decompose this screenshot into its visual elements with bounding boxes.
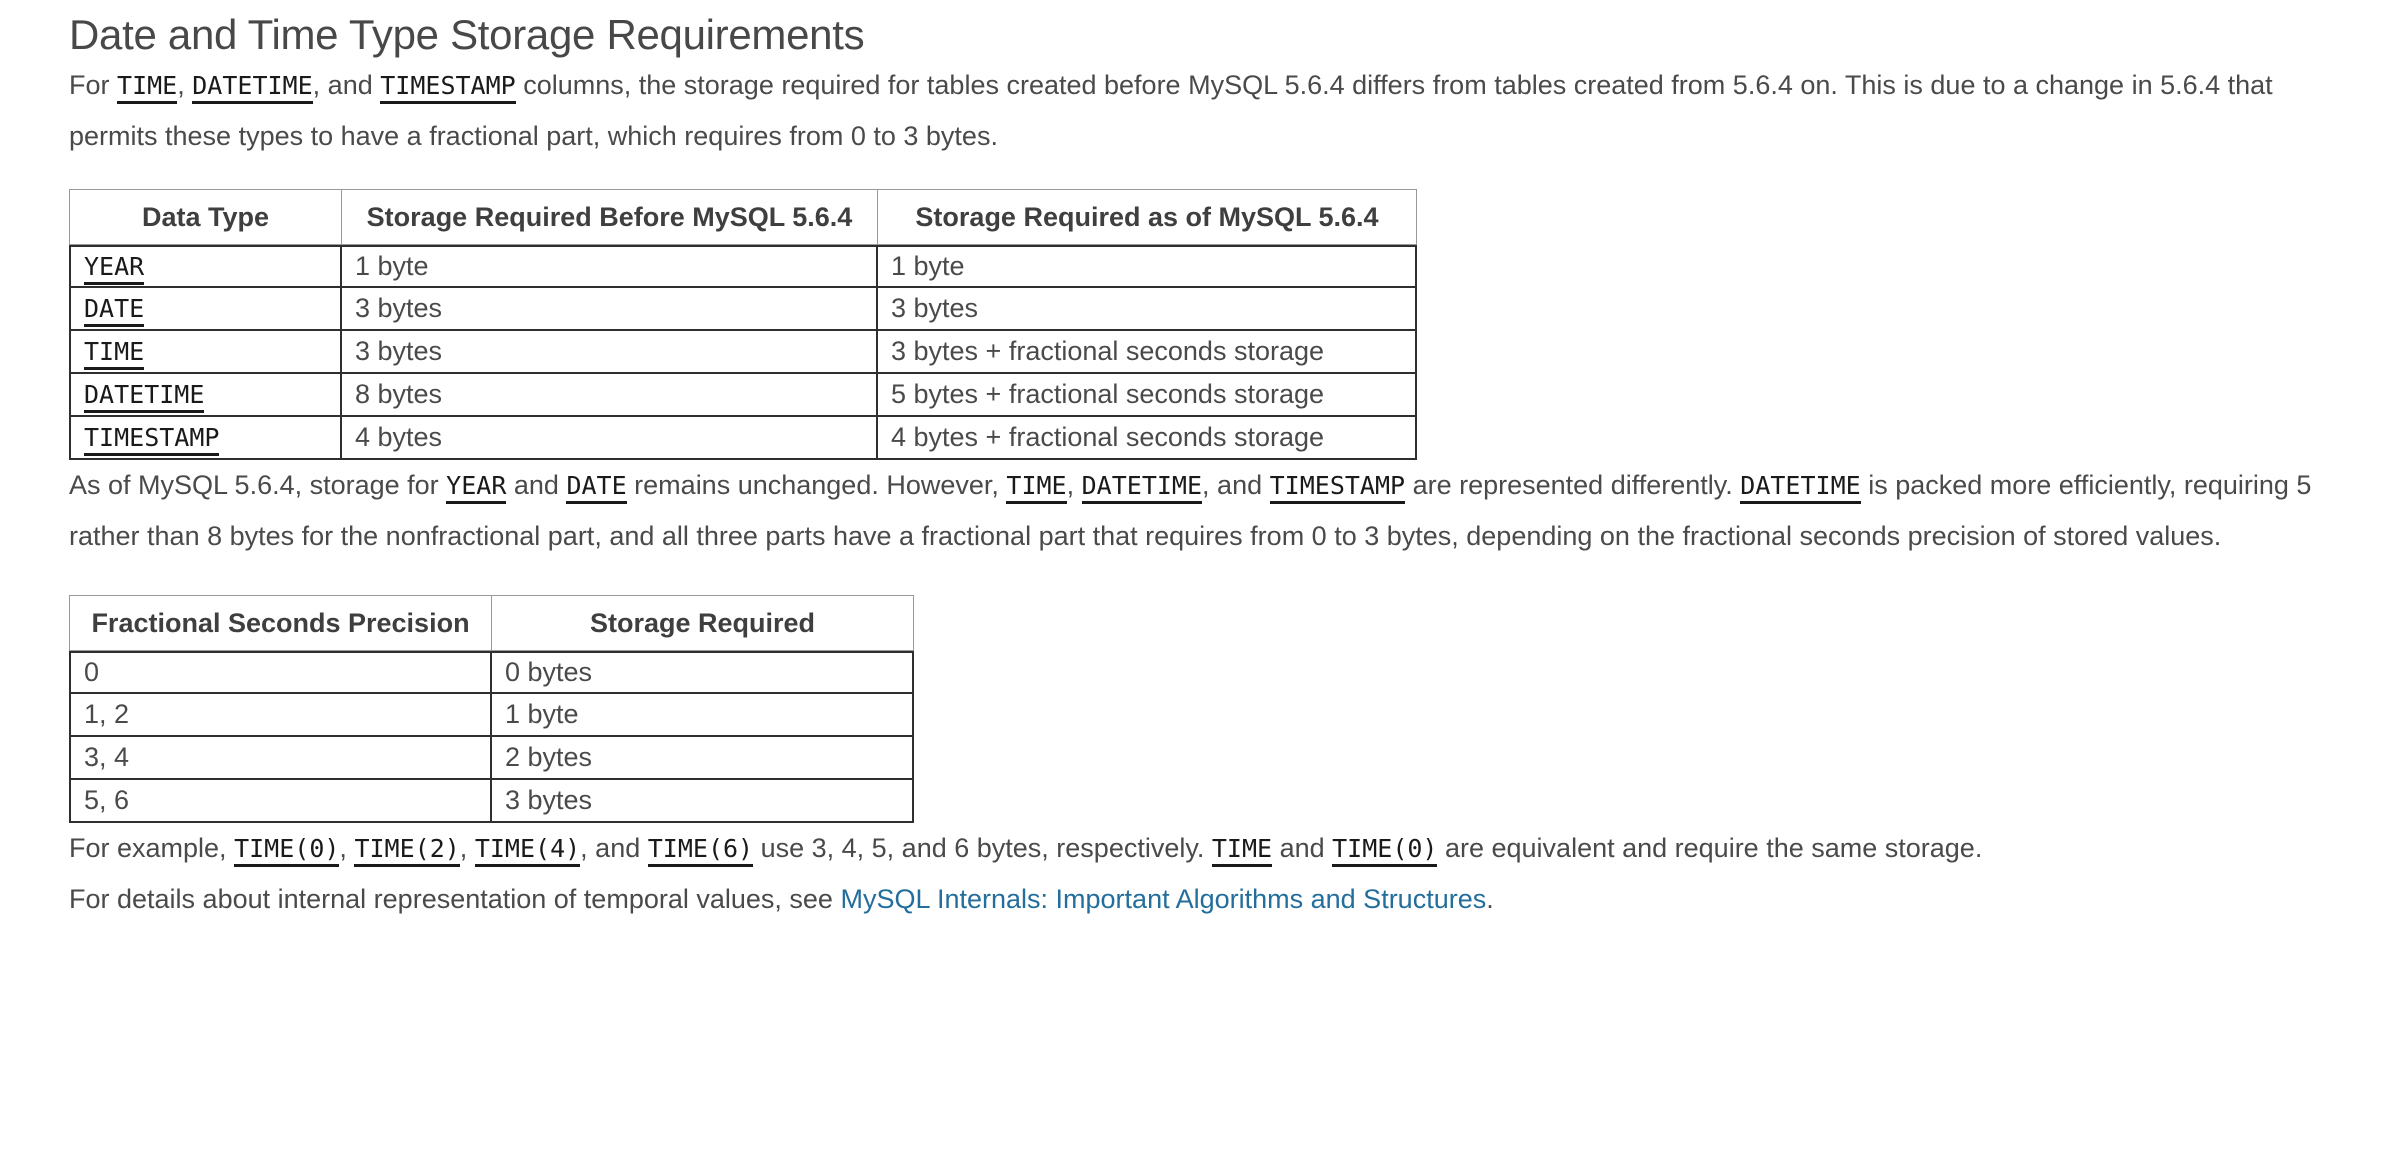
text-run: columns, the storage required for tables created before MySQL 5.6.4 differs from tables created from 5.6.4 on. This is due to a change in 5.6.4 that permits these types to have a fractional part, which requires from 0 to 3 bytes.	[69, 70, 2273, 151]
table-row	[69, 694, 914, 737]
text-run: 0	[84, 657, 100, 687]
text-run: 3 bytes + fractional seconds storage	[891, 336, 1325, 366]
table-row	[69, 374, 1417, 417]
table-cell	[878, 374, 1417, 417]
text-run: ,	[459, 833, 475, 863]
text-run: 5 bytes + fractional seconds storage	[891, 379, 1325, 409]
table-cell	[342, 245, 878, 288]
text-run: For	[69, 70, 118, 100]
table-row	[69, 737, 914, 780]
inline-code-literal[interactable]: TIME	[1212, 834, 1272, 867]
text-run: , and	[312, 70, 381, 100]
column-header: Data Type	[69, 189, 342, 245]
text-run: ,	[177, 70, 193, 100]
table-cell	[69, 780, 492, 823]
inline-code-literal[interactable]: TIME(0)	[234, 834, 339, 867]
inline-code-literal[interactable]: DATE	[566, 471, 626, 504]
table-row	[69, 288, 1417, 331]
table-cell	[492, 737, 914, 780]
inline-code-literal[interactable]: DATETIME	[192, 71, 312, 104]
column-header: Storage Required Before MySQL 5.6.4	[342, 189, 878, 245]
table-cell	[492, 780, 914, 823]
text-run: 0 bytes	[505, 657, 593, 687]
inline-code-literal[interactable]: TIMESTAMP	[84, 423, 219, 456]
text-run: ,	[339, 833, 355, 863]
text-run: is packed more efficiently, requiring 5 rather than 8 bytes for the nonfractional part, and all three parts have a fractional part that requires from 0 to 3 bytes, depending on the fractional seconds precision of stored values.	[69, 470, 2312, 551]
text-run: 8 bytes	[355, 379, 443, 409]
inline-code-literal[interactable]: TIME(0)	[1332, 834, 1437, 867]
text-run: , and	[580, 833, 648, 863]
text-run: 1 byte	[355, 251, 429, 281]
table-cell	[878, 288, 1417, 331]
text-run: remains unchanged. However,	[626, 470, 1007, 500]
table-header-row	[69, 189, 1417, 245]
column-header: Storage Required	[492, 595, 914, 651]
text-run: 4 bytes + fractional seconds storage	[891, 422, 1325, 452]
inline-code-literal[interactable]: DATETIME	[1740, 471, 1860, 504]
table-cell	[342, 374, 878, 417]
fractional-seconds-table	[69, 595, 914, 823]
text-run: are equivalent and require the same storage.	[1437, 833, 1983, 863]
table-cell	[878, 245, 1417, 288]
text-run: 3 bytes	[505, 785, 593, 815]
internals-doc-link[interactable]: MySQL Internals: Important Algorithms and Structures	[840, 884, 1487, 914]
text-run: 5, 6	[84, 785, 130, 815]
table-cell	[69, 694, 492, 737]
inline-code-literal[interactable]: TIME(2)	[354, 834, 459, 867]
table-row	[69, 417, 1417, 460]
text-run: 2 bytes	[505, 742, 593, 772]
table-cell	[492, 694, 914, 737]
text-run: 3, 4	[84, 742, 130, 772]
table-cell	[878, 331, 1417, 374]
details-paragraph	[69, 874, 2345, 925]
inline-code-literal[interactable]: TIMESTAMP	[380, 71, 515, 104]
table-cell	[69, 417, 342, 460]
example-paragraph	[69, 823, 2345, 874]
inline-code-literal[interactable]: TIMESTAMP	[1270, 471, 1405, 504]
text-run: 3 bytes	[355, 336, 443, 366]
column-header: Storage Required as of MySQL 5.6.4	[878, 189, 1417, 245]
type-storage-table	[69, 189, 1417, 460]
table-cell	[878, 417, 1417, 460]
text-run: 3 bytes	[355, 293, 443, 323]
inline-code-literal[interactable]: DATE	[84, 294, 144, 327]
text-run: ,	[1066, 470, 1082, 500]
page-title: Date and Time Type Storage Requirements	[69, 11, 865, 58]
inline-code-literal[interactable]: DATETIME	[1082, 471, 1202, 504]
table-row	[69, 651, 914, 694]
inline-code-literal[interactable]: TIME(4)	[475, 834, 580, 867]
text-run: For details about internal representation of temporal values, see	[69, 884, 841, 914]
text-run: use 3, 4, 5, and 6 bytes, respectively.	[753, 833, 1212, 863]
table-cell	[69, 331, 342, 374]
asof-paragraph	[69, 460, 2345, 562]
inline-code-literal[interactable]: TIME	[84, 337, 144, 370]
text-run: and	[1272, 833, 1333, 863]
text-run: For example,	[69, 833, 235, 863]
table-row	[69, 780, 914, 823]
inline-code-literal[interactable]: DATETIME	[84, 380, 204, 413]
text-run: 1 byte	[891, 251, 965, 281]
table-cell	[69, 245, 342, 288]
table-cell	[342, 331, 878, 374]
table-cell	[69, 737, 492, 780]
text-run: As of MySQL 5.6.4, storage for	[69, 470, 447, 500]
table-cell	[69, 374, 342, 417]
intro-paragraph	[69, 60, 2345, 162]
text-run: 4 bytes	[355, 422, 443, 452]
text-run: 3 bytes	[891, 293, 979, 323]
table-cell	[69, 288, 342, 331]
column-header: Fractional Seconds Precision	[69, 595, 492, 651]
inline-code-literal[interactable]: TIME	[1006, 471, 1066, 504]
text-run: 1 byte	[505, 699, 579, 729]
inline-code-literal[interactable]: YEAR	[84, 252, 144, 285]
text-run: and	[506, 470, 567, 500]
inline-code-literal[interactable]: TIME(6)	[648, 834, 753, 867]
table-row	[69, 331, 1417, 374]
table-cell	[492, 651, 914, 694]
table-header-row	[69, 595, 914, 651]
table-cell	[69, 651, 492, 694]
inline-code-literal[interactable]: TIME	[117, 71, 177, 104]
inline-code-literal[interactable]: YEAR	[446, 471, 506, 504]
table-cell	[342, 417, 878, 460]
text-run: 1, 2	[84, 699, 130, 729]
text-run: are represented differently.	[1405, 470, 1741, 500]
table-row	[69, 245, 1417, 288]
table-cell	[342, 288, 878, 331]
text-run: .	[1486, 884, 1494, 914]
text-run: , and	[1202, 470, 1270, 500]
